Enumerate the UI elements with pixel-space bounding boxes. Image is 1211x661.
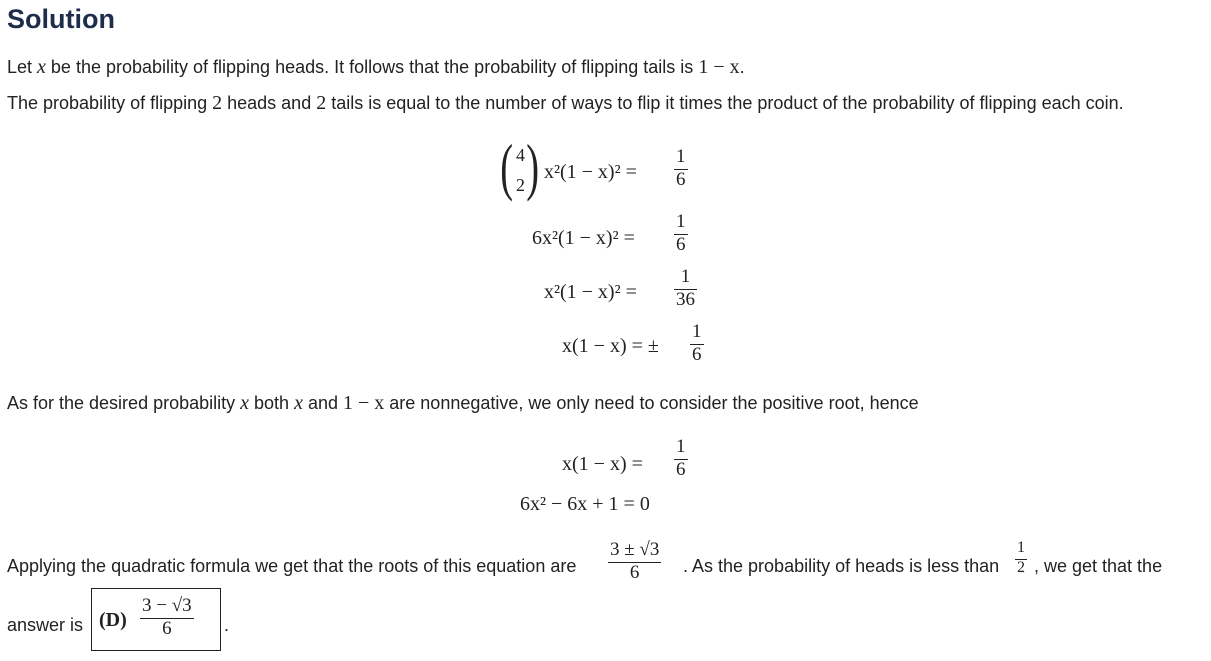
eq4-fraction bbox=[690, 322, 704, 364]
eq2-lhs: 6x²(1 − x)² = bbox=[532, 227, 635, 249]
p3-text-b: both bbox=[249, 393, 295, 413]
eq4-lhs: x(1 − x) = ± bbox=[562, 335, 659, 357]
answer-lead: answer is bbox=[7, 615, 84, 635]
binom-k: 2 bbox=[516, 175, 525, 195]
right-paren: ) bbox=[526, 131, 540, 202]
eq5-fraction bbox=[674, 437, 688, 479]
p3-text-a: As for the desired probability bbox=[7, 393, 241, 413]
eq1-fraction bbox=[674, 147, 688, 189]
answer-fraction bbox=[140, 596, 194, 638]
p2-text-c: tails is equal to the number of ways to flip it times the product of the probability of flipping each coin. bbox=[326, 93, 1124, 113]
p3-var-2: x bbox=[294, 392, 303, 414]
eq3-lhs: x²(1 − x)² = bbox=[544, 281, 637, 303]
paragraph-4-end: , we get that the bbox=[1034, 556, 1163, 576]
p1-expr: 1 − x bbox=[698, 56, 740, 78]
p1-text-b: be the probability of flipping heads. It follows that the probability of flipping tails is bbox=[45, 57, 699, 77]
p3-var-1: x bbox=[240, 392, 250, 414]
p3-text-d: are nonnegative, we only need to consider the positive root, hence bbox=[384, 393, 919, 413]
eq4-num: 1 bbox=[692, 321, 702, 342]
p3-text-c: and bbox=[302, 393, 343, 413]
p1-text-a: Let bbox=[7, 57, 38, 77]
binomial-coefficient bbox=[500, 131, 540, 205]
roots-fraction bbox=[608, 540, 661, 582]
eq6: 6x² − 6x + 1 = 0 bbox=[520, 493, 650, 515]
p2-text-b: heads and bbox=[222, 93, 317, 113]
paragraph-2 bbox=[7, 92, 1124, 114]
answer-choice: (D) bbox=[99, 609, 127, 631]
eq3-den: 36 bbox=[676, 289, 695, 310]
left-paren: ( bbox=[500, 131, 514, 202]
p2-num-1: 2 bbox=[212, 92, 223, 114]
paragraph-1 bbox=[7, 56, 745, 78]
eq5-lhs: x(1 − x) = bbox=[562, 453, 643, 475]
eq1-lhs: x²(1 − x)² = bbox=[544, 161, 637, 183]
answer-box bbox=[91, 588, 221, 651]
answer-end: . bbox=[224, 615, 230, 635]
solution-heading: Solution bbox=[7, 4, 115, 34]
p2-text-a: The probability of flipping bbox=[7, 93, 213, 113]
eq1-den: 6 bbox=[676, 169, 686, 190]
p2-num-2: 2 bbox=[316, 92, 327, 114]
p3-expr: 1 − x bbox=[343, 392, 385, 414]
eq5-den: 6 bbox=[676, 459, 686, 480]
roots-den: 6 bbox=[608, 562, 661, 582]
paragraph-4-mid: . As the probability of heads is less than bbox=[683, 556, 1000, 576]
eq2-num: 1 bbox=[676, 211, 686, 232]
half-num: 1 bbox=[1017, 539, 1025, 556]
roots-num: 3 ± √3 bbox=[610, 539, 660, 560]
p1-end: . bbox=[739, 57, 745, 77]
eq2-den: 6 bbox=[676, 234, 686, 255]
binom-n: 4 bbox=[516, 145, 525, 165]
half-den: 2 bbox=[1017, 559, 1025, 576]
paragraph-4-lead: Applying the quadratic formula we get that the roots of this equation are bbox=[7, 556, 577, 576]
p1-var-x: x bbox=[37, 56, 46, 78]
paragraph-3 bbox=[7, 392, 919, 414]
eq4-den: 6 bbox=[692, 344, 702, 365]
eq1-num: 1 bbox=[676, 146, 686, 167]
eq3-fraction bbox=[674, 267, 697, 309]
eq5-num: 1 bbox=[676, 436, 686, 457]
answer-den: 6 bbox=[140, 618, 194, 638]
eq2-fraction bbox=[674, 212, 688, 254]
answer-num: 3 − √3 bbox=[142, 595, 192, 616]
half-fraction bbox=[1015, 540, 1027, 576]
eq3-num: 1 bbox=[680, 266, 691, 287]
